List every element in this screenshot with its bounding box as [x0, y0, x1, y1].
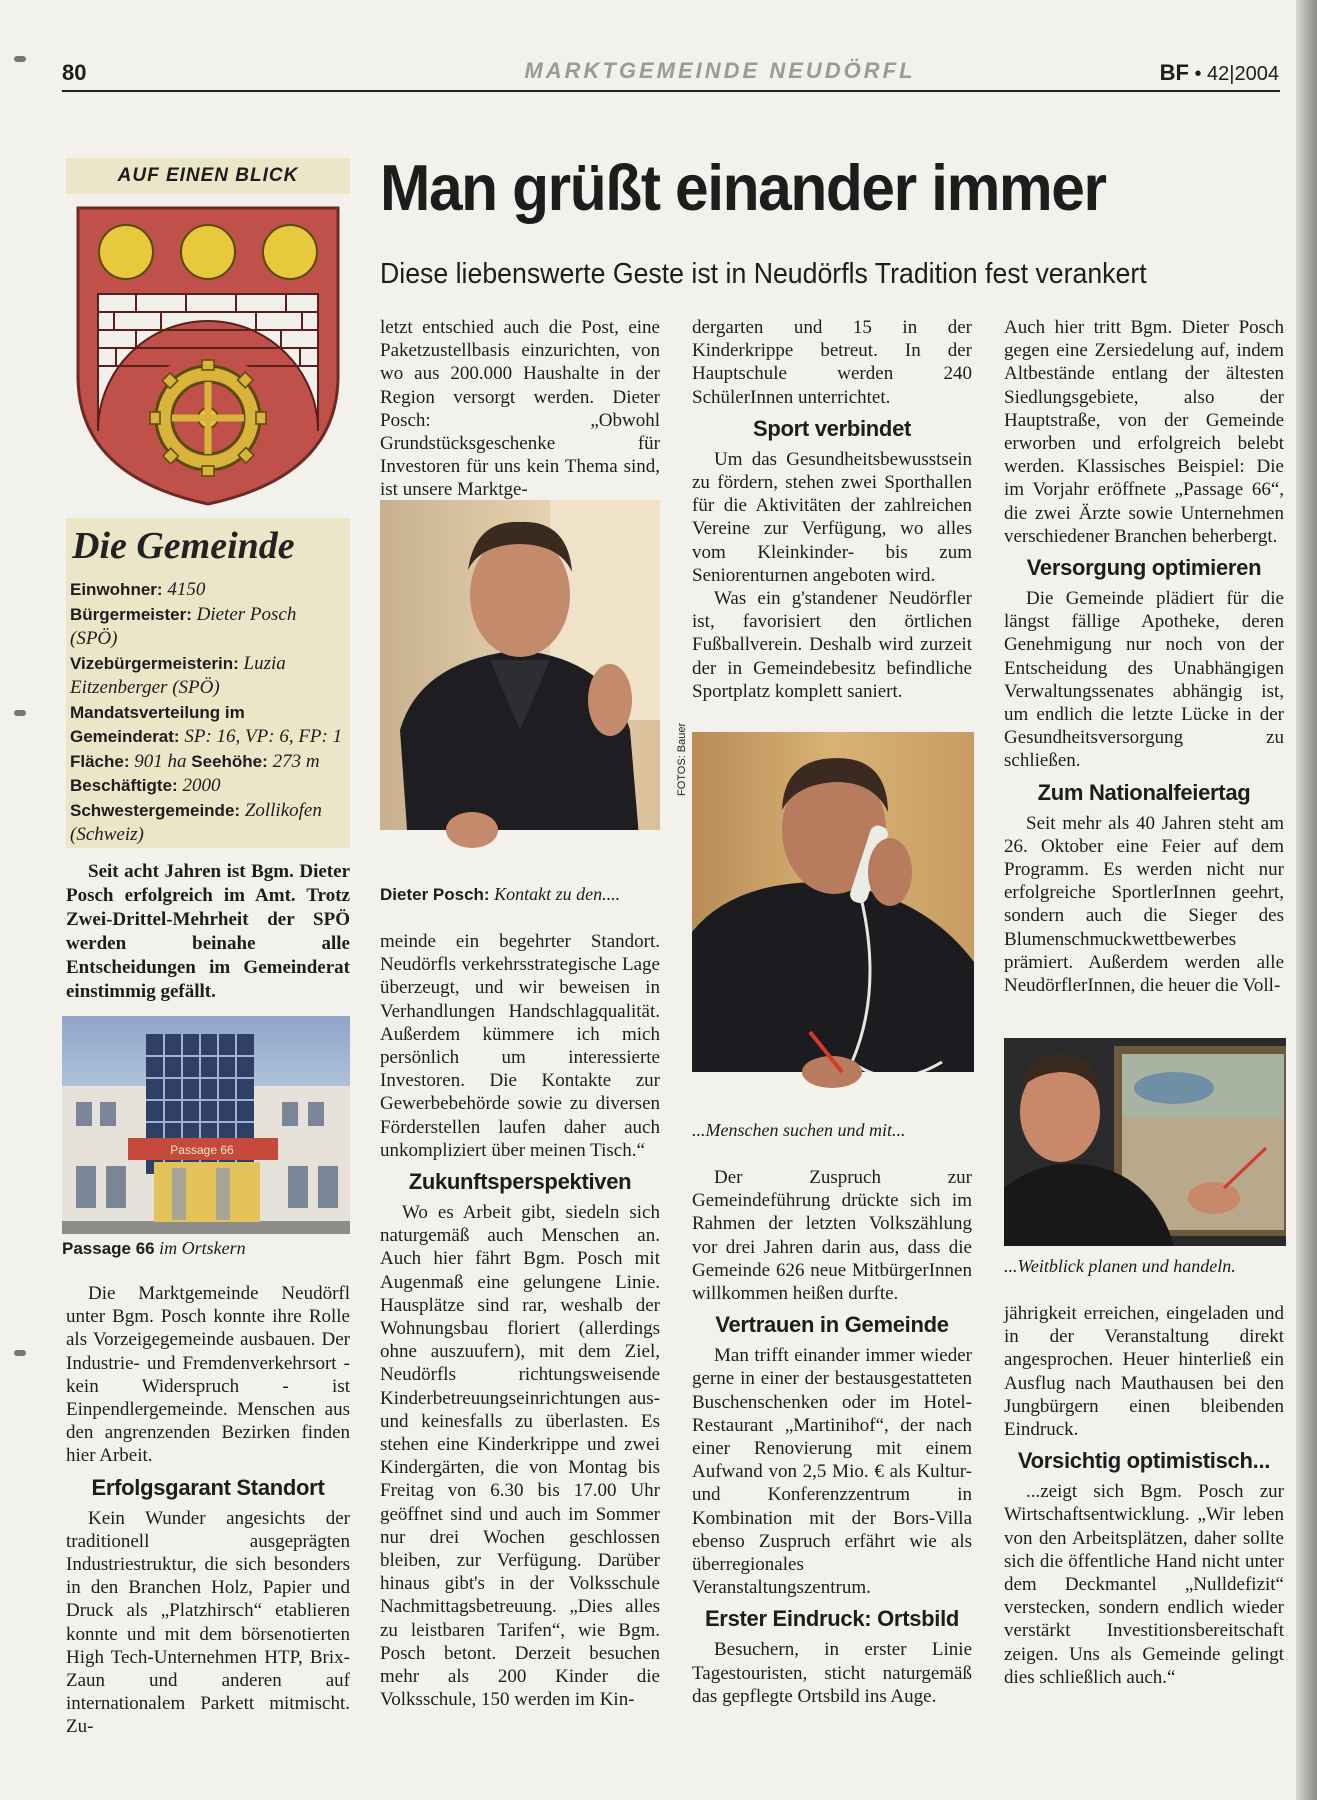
photo-credit: FOTOS: Bauer: [676, 722, 688, 796]
passage-photo-caption: Passage 66 im Ortskern: [62, 1238, 246, 1258]
fact-item: Beschäftigte: 2000: [70, 775, 221, 796]
fact-box: [66, 518, 350, 848]
article-paragraph: Die Marktgemeinde Neudörfl unter Bgm. Posch konnte ihre Rolle als Vorzeigegemeinde ausbauen. Der Industrie- und Fremdenverkehrsort - kein Widerspruch - ist Einpendlergemeinde. Menschen aus den angrenzenden Bezirken finden hier Arbeit.: [66, 1283, 350, 1467]
article-column-4-bottom: [1004, 1302, 1284, 1689]
issue-number: • 42|2004: [1194, 63, 1279, 85]
building-illustration: [62, 1016, 350, 1234]
article-paragraph: Der Zuspruch zur Gemeindeführung drückte sich im Rahmen der letzten Volkszählung vor drei Jahren darin aus, dass die Gemeinde 626 neue MitbürgerInnen willkommen heißen durfte.: [692, 1167, 972, 1305]
article-column-4-top: [1004, 316, 1284, 997]
headline: Man grüßt einander immer: [380, 151, 1106, 224]
posch-photo-3: [1004, 1038, 1286, 1246]
article-paragraph: Wo es Arbeit gibt, siedeln sich naturgemäß auch Menschen an. Auch hier fährt Bgm. Posch mit Augenmaß eine gelungene Linie. Hausplätze sind rar, weshalb der Wohnungsbau floriert (allerdings ohne auszuufern), mit dem Ziel, Neudörfls richtungsweisende Kinderbetreuungseinrichtungen aus- und keinesfalls zu überlasten. Es stehen eine Kinderkrippe und zwei Kindergärten, die von Montag bis Freitag von 6.30 bis 17.00 Uhr geöffnet sind und auch im Sommer nur drei Wochen geschlossen bleiben, zur Verfügung. Darüber hinaus gibt's in der Volksschule Nachmittagsbetreuung. „Dies alles zu leistbaren Tarifen“, wie Bgm. Posch betont. Derzeit besuchen mehr als 200 Kinder die Volksschule, 150 werden im Kin-: [380, 1202, 660, 1711]
man-with-map-illustration: [1004, 1038, 1286, 1246]
article-paragraph: ...zeigt sich Bgm. Posch zur Wirtschaftsentwicklung. „Wir leben von den Arbeitsplätzen, daher sollte sich die öffentliche Hand nicht unter dem Deckmantel „Nulldefizit“ verstecken, sondern endlich wieder verstärkt Investitionsbereitschaft zeigen. Uns als Gemeinde gelingt dies schließlich auch.“: [1004, 1481, 1284, 1688]
article-paragraph: letzt entschied auch die Post, eine Paketzustellbasis einzurichten, von wo aus 200.000 Haushalte in der Region versorgt werden. Dieter Posch: „Obwohl Grundstücksgeschenke für Investoren für uns kein Thema sind, ist unsere Marktge-: [380, 317, 660, 501]
fact-item: Vizebürgermeisterin: Luzia Eitzenberger (SPÖ): [70, 652, 286, 698]
passage-66-photo: [62, 1016, 350, 1234]
fact-box-title: Die Gemeinde: [72, 525, 295, 567]
sidebar-label: AUF EINEN BLICK: [66, 158, 350, 194]
man-on-phone-illustration: [692, 732, 974, 1110]
section-heading: Erster Eindruck: Ortsbild: [704, 1606, 960, 1632]
article-paragraph: Was ein g'standener Neudörfler ist, favorisiert den örtlichen Fußballverein. Deshalb wird zurzeit der in Gemeindebesitz befindliche Sportplatz komplett saniert.: [692, 588, 972, 702]
posch-photo-3-caption: ...Weitblick planen und handeln.: [1004, 1256, 1236, 1276]
article-column-2-top: [380, 316, 660, 502]
article-paragraph: Man trifft einander immer wieder gerne in einer der bestausgestatteten Buschenschenken oder im Hotel-Restaurant „Martinihof“, der nach einer Renovierung mit einem Aufwand von 2,5 Mio. € als Kultur-und Konferenzzentrum in Kombination mit der Bors-Villa ebenso Zuspruch erfährt wie als überregionales Veranstaltungszentrum.: [692, 1345, 972, 1599]
posch-photo-1-caption: Dieter Posch: Kontakt zu den....: [380, 884, 621, 904]
article-paragraph: dergarten und 15 in der Kinderkrippe betreut. In der Hauptschule werden 240 SchülerInnen unterrichtet.: [692, 317, 972, 408]
article-paragraph: meinde ein begehrter Standort. Neudörfls verkehrsstrategische Lage überzeugt, und wir beweisen in Verhandlungen Handschlagqualität. Außerdem kümmere ich mich persönlich um interessierte Investoren. Die Kontakte zur Gewerbebehörde sowie zu diversen Förderstellen laufen daher auch unkompliziert über meinen Tisch.“: [380, 931, 660, 1161]
punch-mark: [14, 56, 26, 62]
section-heading: Vertrauen in Gemeinde: [715, 1312, 949, 1338]
section-heading: Versorgung optimieren: [1026, 555, 1262, 581]
article-column-2-bottom: [380, 930, 660, 1712]
article-column-3-top: [692, 316, 972, 703]
fact-item: Schwestergemeinde: Zollikofen (Schweiz): [70, 799, 322, 845]
publication-info: [1160, 60, 1279, 86]
article-paragraph: Kein Wunder angesichts der traditionell ausgeprägten Industriestruktur, die sich besonders in den Branchen Holz, Papier und Druck als „Platzhirsch“ etablieren konnte und mit dem börsenotierten High Tech-Unternehmen HTP, Brix-Zaun und anderen auf internationalem Parkett mitmischt. Zu-: [66, 1507, 350, 1738]
section-heading: Zukunftsperspektiven: [408, 1169, 632, 1195]
fact-item: Bürgermeister: Dieter Posch (SPÖ): [70, 603, 297, 649]
article-paragraph: Seit mehr als 40 Jahren steht am 26. Oktober eine Feier auf dem Programm. Es werden nicht nur erfolgreiche SportlerInnen geehrt, sondern auch die Sieger des Blumenschmuckwettbewerbes prämiert. Außerdem werden alle NeudörflerInnen, die heuer die Voll-: [1004, 812, 1284, 997]
sidebar-intro: Seit acht Jahren ist Bgm. Dieter Posch erfolgreich im Amt. Trotz Zwei-Drittel-Mehrheit der SPÖ werden beinahe alle Entscheidungen im Gemeinderat einstimmig gefällt.: [66, 861, 350, 1002]
section-heading: Zum Nationalfeiertag: [1037, 779, 1251, 805]
section-heading: Sport verbindet: [752, 415, 912, 441]
article-paragraph: jährigkeit erreichen, eingeladen und in der Veranstaltung direkt angesprochen. Heuer hinterließ ein Ausflug nach Mauthausen bei den Jungbürgern einen bleibenden Eindruck.: [1004, 1303, 1284, 1441]
header-rule: [62, 90, 1280, 92]
coat-of-arms-icon: [76, 206, 340, 506]
article-paragraph: Auch hier tritt Bgm. Dieter Posch gegen eine Zersiedelung auf, indem Altbestände entlang der ältesten Siedlungsgebiete, also der Hauptstraße, von der Gemeinde erworben und erfolgreich belebt werden. Klassisches Beispiel: Die im Vorjahr eröffnete „Passage 66“, die zwei Ärzte sowie Unternehmen verschiedener Branchen beherbergt.: [1004, 317, 1284, 547]
page-edge-shadow: [1296, 0, 1317, 1800]
article-paragraph: Besuchern, in erster Linie Tagestouristen, sticht naturgemäß das gepflegte Ortsbild ins Auge.: [692, 1639, 972, 1707]
section-heading: Vorsichtig optimistisch...: [1017, 1448, 1271, 1474]
building-sign: Passage 66: [170, 1143, 234, 1157]
fact-list: [70, 578, 346, 848]
page-number: 80: [62, 60, 87, 85]
posch-photo-2: [692, 732, 974, 1110]
publication-name: BF: [1159, 60, 1189, 85]
article-paragraph: Um das Gesundheitsbewusstsein zu fördern, stehen zwei Sporthallen für die Aktivitäten der zahlreichen Vereine zur Verfügung, wo alles vom Kleinkinder- bis zum Seniorenturnen angeboten wird.: [692, 448, 972, 586]
posch-photo-1: [380, 500, 660, 872]
article-column-3-bottom: [692, 1166, 972, 1708]
punch-mark: [14, 1350, 26, 1356]
article-column-1: [66, 1282, 350, 1739]
fact-item: Fläche: 901 ha Seehöhe: 273 m: [70, 750, 320, 772]
article-paragraph: Die Gemeinde plädiert für die längst fällige Apotheke, deren Genehmigung nur noch von der Entscheidung des Unabhängigen Verwaltungssenates abhängig ist, um endlich die letzte Lücke in der Gesundheitsversorgung zu schließen.: [1004, 588, 1284, 772]
section-heading: Erfolgsgarant Standort: [91, 1474, 325, 1500]
fact-item: Einwohner: 4150: [70, 579, 206, 600]
punch-mark: [14, 710, 26, 716]
fact-item: Mandatsverteilung im Gemeinderat: SP: 16, VP: 6, FP: 1: [70, 702, 343, 747]
posch-photo-2-caption: ...Menschen suchen und mit...: [692, 1120, 906, 1140]
man-gesturing-illustration: [380, 500, 660, 872]
subheadline: Diese liebenswerte Geste ist in Neudörfls Tradition fest verankert: [380, 258, 1147, 290]
section-title: MARKTGEMEINDE NEUDÖRFL: [524, 58, 916, 83]
